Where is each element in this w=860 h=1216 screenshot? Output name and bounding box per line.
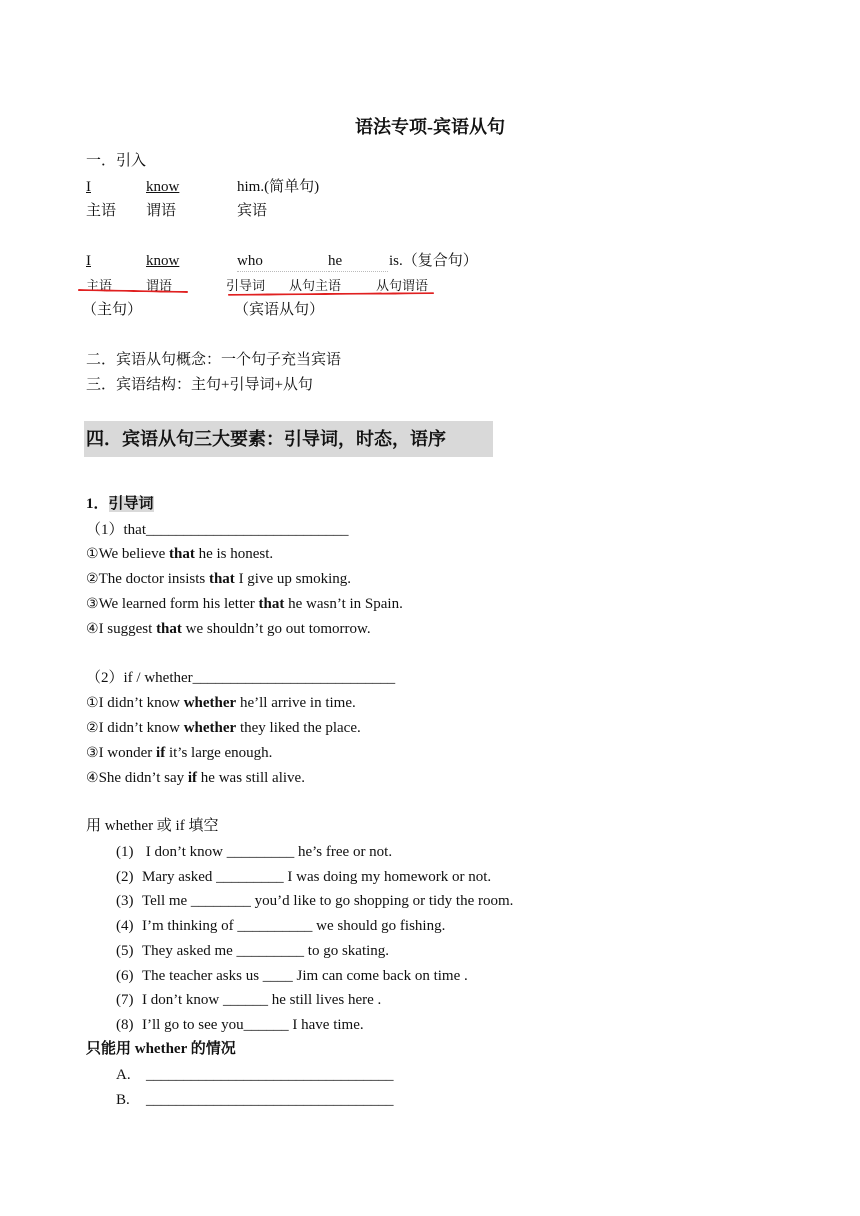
- text-fragment: She didn’t say: [98, 770, 188, 786]
- text-fragment: I don’t know _________ he’s free or not.: [142, 844, 393, 860]
- text-fragment: ①: [86, 546, 99, 562]
- fill-in-item: [116, 891, 513, 911]
- keyword: if: [156, 745, 166, 761]
- answer-line: [116, 1090, 394, 1110]
- example1-role-subject: 主语: [86, 203, 117, 219]
- only-whether-heading: 只能用 whether 的情况: [86, 1041, 236, 1057]
- text-fragment: (4): [116, 918, 134, 935]
- text-fragment: (8): [116, 1016, 134, 1033]
- example2-role-connector: 引导词: [226, 278, 266, 293]
- text-fragment: he was still alive.: [197, 770, 305, 786]
- example1-subject: I: [86, 179, 91, 195]
- fill-in-item: [116, 990, 381, 1010]
- example2-clause-verb: is.（复合句）: [389, 253, 478, 269]
- fill-in-item: [116, 842, 392, 862]
- text-fragment: Tell me ________ you’d like to go shopping or tidy the room.: [142, 893, 514, 910]
- text-fragment: We learned form his letter: [98, 596, 259, 612]
- section-1-heading: 一．引入: [86, 153, 147, 169]
- subsection-1-heading: 1．引导词: [86, 496, 154, 512]
- section-2-concept: 二．宾语从句概念：一个句子充当宾语: [86, 352, 342, 368]
- object-clause-label: （宾语从句）: [234, 302, 325, 318]
- text-fragment: ①: [86, 695, 99, 711]
- fill-in-item: [116, 867, 491, 887]
- text-fragment: they liked the place.: [236, 720, 361, 736]
- text-fragment: I don’t know ______ he still lives here .: [142, 992, 382, 1009]
- example-sentence: [86, 594, 403, 614]
- text-fragment: The teacher asks us ____ Jim can come back on time .: [142, 967, 468, 984]
- example1-verb: know: [146, 179, 180, 195]
- fill-in-item: [116, 1015, 364, 1035]
- text-fragment: ④: [86, 621, 99, 637]
- example2-verb: know: [146, 253, 180, 269]
- text-fragment: ②: [86, 720, 99, 736]
- example-sentence: [86, 569, 351, 589]
- text-fragment: it’s large enough.: [165, 745, 273, 761]
- text-fragment: Mary asked _________ I was doing my homework or not.: [142, 868, 492, 885]
- keyword: that: [169, 546, 195, 562]
- fill-in-item: [116, 941, 389, 961]
- text-fragment: ④: [86, 770, 99, 786]
- text-fragment: I’m thinking of __________ we should go fishing.: [142, 918, 446, 935]
- keyword: that: [258, 596, 285, 612]
- text-fragment: I didn’t know: [98, 720, 184, 736]
- main-clause-label: （主句）: [82, 302, 143, 318]
- example1-role-verb: 谓语: [146, 203, 177, 219]
- example-sentence: [86, 544, 273, 564]
- text-fragment: he’ll arrive in time.: [236, 695, 356, 711]
- fill-in-item: [116, 916, 445, 936]
- example-sentence: [86, 718, 361, 738]
- example-sentence: [86, 743, 272, 763]
- keyword: that: [156, 621, 182, 637]
- keyword: whether: [183, 695, 237, 711]
- text-fragment: I give up smoking.: [234, 571, 352, 587]
- text-fragment: ③: [86, 596, 99, 612]
- text-fragment: he wasn’t in Spain.: [284, 596, 403, 612]
- example2-role-subject: 主语: [86, 278, 113, 293]
- keyword: that: [208, 571, 235, 587]
- keyword: whether: [183, 720, 237, 736]
- keyword: if: [187, 770, 198, 786]
- example2-role-verb: 谓语: [146, 278, 173, 293]
- example2-connector: who: [237, 251, 327, 272]
- fill-in-heading: 用 whether 或 if 填空: [86, 818, 219, 834]
- example2-subject: I: [86, 253, 91, 269]
- text-fragment: _________________________________: [146, 1092, 394, 1108]
- section-3-structure: 三．宾语结构：主句+引导词+从句: [86, 377, 313, 393]
- example2-role-clause-verb: 从句谓语: [376, 278, 429, 293]
- text-fragment: I wonder: [98, 745, 157, 761]
- example1-object: him.(简单句): [237, 179, 320, 195]
- text-fragment: A.: [116, 1067, 131, 1083]
- text-fragment: he is honest.: [194, 546, 274, 562]
- text-fragment: We believe: [98, 546, 169, 562]
- text-fragment: (1): [116, 844, 134, 860]
- page-title: 语法专项-宾语从句: [355, 117, 505, 137]
- example-sentence: [86, 693, 356, 713]
- text-fragment: (3): [116, 893, 134, 910]
- example2-clause-subject: he: [328, 251, 388, 272]
- text-fragment: ③: [86, 745, 99, 761]
- section-4-heading: 四．宾语从句三大要素：引导词，时态，语序: [84, 421, 493, 457]
- answer-line: [116, 1065, 394, 1085]
- example1-role-object: 宾语: [237, 203, 268, 219]
- example2-role-clause-subject: 从句主语: [289, 278, 342, 293]
- example-sentence: [86, 768, 305, 788]
- text-fragment: I’ll go to see you______ I have time.: [142, 1016, 364, 1033]
- example-sentence: [86, 619, 371, 639]
- fill-in-item: [116, 966, 468, 986]
- text-fragment: ②: [86, 571, 99, 587]
- text-fragment: _________________________________: [146, 1067, 394, 1083]
- text-fragment: (2): [116, 868, 134, 885]
- text-fragment: (7): [116, 992, 134, 1009]
- text-fragment: (5): [116, 942, 134, 959]
- if-whether-label: （2）if / whether___________________________: [86, 670, 396, 686]
- text-fragment: The doctor insists: [98, 571, 209, 587]
- text-fragment: They asked me _________ to go skating.: [142, 942, 390, 959]
- text-fragment: we shouldn’t go out tomorrow.: [181, 621, 371, 637]
- text-fragment: B.: [116, 1092, 130, 1108]
- that-label: （1）that___________________________: [86, 522, 349, 538]
- text-fragment: I suggest: [98, 621, 157, 637]
- text-fragment: I didn’t know: [98, 695, 184, 711]
- text-fragment: (6): [116, 967, 134, 984]
